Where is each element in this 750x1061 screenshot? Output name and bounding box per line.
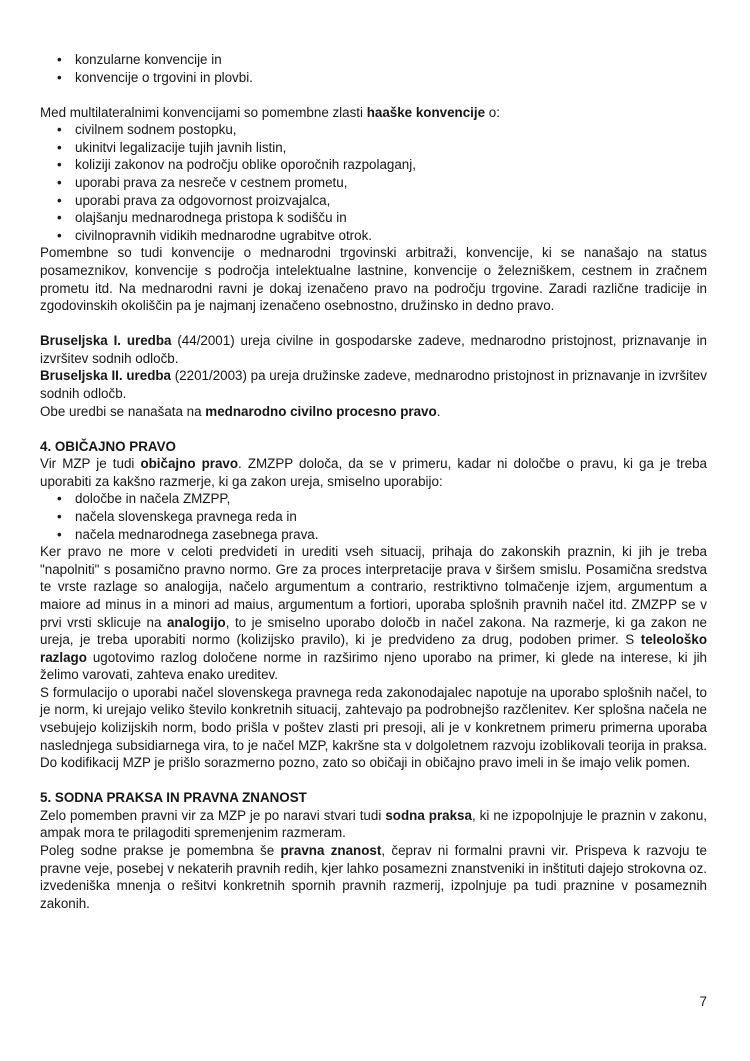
bold-text-run: Bruseljska II. uredba — [40, 368, 171, 384]
text-run: Med multilateralnimi konvencijami so pomembne zlasti — [40, 104, 367, 120]
text-run: Obe uredbi se nanašata na — [40, 403, 206, 419]
bullet-text — [75, 52, 222, 67]
paragraph — [40, 332, 707, 367]
bullet-item — [40, 69, 707, 87]
bullet-item — [40, 156, 707, 174]
text-run: (2201/2003) pa ureja družinske zadeve, mednarodno pristojnost in priznavanje in izvršitev sodnih odločb. — [40, 368, 707, 401]
paragraph — [40, 403, 707, 421]
text-run: , ki ne izpopolnjuje le praznin v zakonu, ampak mora te prilagoditi spremenjenim razmeram. — [40, 807, 707, 841]
bold-text-run: teleološko razlago — [40, 632, 707, 665]
blank-line — [40, 420, 707, 438]
text-run: . ZMZPP določa, da se v primeru, kadar ni določbe o pravu, ki ga je treba uporabiti za kakšno razmerje, ki ga zakon ureja, smiselno uporabijo: — [40, 456, 707, 489]
bullet-text — [75, 509, 297, 524]
paragraph — [40, 684, 707, 772]
bullet-text — [75, 193, 330, 208]
paragraph — [40, 455, 707, 490]
bullet-text — [75, 70, 253, 85]
bold-text-run: pravna znanost — [280, 843, 382, 859]
bold-text-run: 5. SODNA PRAKSA IN PRAVNA ZNANOST — [40, 790, 307, 806]
text-run: , čeprav ni formalni pravni vir. Prispeva k razvoju te pravne veje, posebej v nekaterih pravnih redih, kjer lahko posamezni znanstveniki in inštituti dajejo strokovna oz. izvedeniška mnenja o rešitvi konkretnih spornih pravnih razmerij, izpolnjuje pa tudi praznine v posameznih zakonih. — [40, 843, 707, 911]
section-heading — [40, 789, 707, 807]
text-run: o: — [485, 104, 500, 120]
bullet-icon: • — [57, 175, 62, 191]
text-run: Zelo pomemben pravni vir za MZP je po naravi stvari tudi — [40, 807, 386, 823]
bullet-icon: • — [57, 52, 62, 67]
bullet-text — [75, 491, 230, 506]
bullet-list — [40, 121, 707, 244]
page-number: 7 — [699, 994, 707, 1009]
bullet-item — [40, 526, 707, 544]
paragraph — [40, 807, 707, 842]
text-run: konzularne konvencije in — [75, 52, 222, 67]
bullet-text — [75, 175, 347, 190]
bullet-text — [75, 157, 416, 172]
bullet-item — [40, 209, 707, 227]
text-run: načela mednarodnega zasebnega prava. — [75, 526, 319, 542]
bullet-list — [40, 490, 707, 543]
bullet-item — [40, 174, 707, 192]
text-run: S formulacijo o uporabi načel slovenskega pravnega reda zakonodajalec napotuje na uporabo splošnih načel, to je norm, ki urejajo veliko število konkretnih situacij, zahtevajo pa podrobnejšo razčlenitev. Ker splošna načela ne vsebujejo kolizijskih norm, bodo prišla v poštev zlasti pri presoji, ali je v konkretnem primeru primerna uporaba naslednjega subsidiarnega vira, to je načel MZP, kakršne sta v dolgoletnem razvoju izoblikovali teorija in praksa. Do kodifikacij MZP je prišlo sorazmerno pozno, zato so običaji in običajno pravo imeli in še imajo velik pomen. — [40, 684, 707, 771]
bullet-icon: • — [57, 526, 62, 542]
text-run: uporabi prava za odgovornost proizvajalca, — [75, 192, 331, 208]
text-run: Pomembne so tudi konvencije o mednarodni trgovinski arbitraži, konvencije, ki se nanašajo na status posameznikov, konvencije s področja intelektualne lastnine, konvencije o železniškem, cestnem in zračnem prometu itd. Na mednarodni ravni je dokaj izenačeno pravo na področju trgovine. Zaradi različne tradicije in zgodovinskih okoliščin pa je najmanj izenačeno osebnostno, družinsko in dedno pravo. — [40, 245, 707, 314]
paragraph — [40, 543, 707, 684]
bullet-icon: • — [57, 491, 62, 507]
blank-line — [40, 315, 707, 333]
bullet-text — [75, 122, 237, 137]
bullet-list — [40, 51, 707, 86]
bullet-item — [40, 490, 707, 508]
bullet-icon: • — [57, 69, 62, 85]
bullet-item — [40, 508, 707, 526]
text-run: Ker pravo ne more v celoti predvideti in urediti vseh situacij, prihaja do zakonskih praznin, ki jih je treba "napolniti" s posamično pravno normo. Gre za proces interpretacije prava v širšem smislu. Posamična sredstva te vrste razlage so analogija, načelo argumentum a contrario, restriktivno tolmačenje izjem, argumentum a maiore ad minus in a minori ad maius, argumentum a fortiori, uporaba splošnih pravnih načel itd. ZMZPP se v prvi vrsti sklicuje na — [40, 544, 707, 630]
text-run: uporabi prava za nesreče v cestnem prometu, — [75, 175, 348, 191]
bullet-text — [75, 210, 347, 225]
text-run: načela slovenskega pravnega reda in — [75, 509, 297, 525]
text-run: civilnopravnih vidikih mednarodne ugrabitve otrok. — [75, 227, 372, 243]
text-run: olajšanju mednarodnega pristopa k sodišču in — [75, 210, 347, 226]
text-run: civilnem sodnem postopku, — [75, 122, 237, 138]
bullet-item — [40, 227, 707, 245]
blank-line — [40, 86, 707, 104]
text-run: (44/2001) ureja civilne in gospodarske zadeve, mednarodno pristojnost, priznavanje in izvršitev sodnih odločb. — [40, 333, 708, 366]
bold-text-run: sodna praksa — [385, 807, 472, 823]
bullet-item — [40, 192, 707, 210]
paragraph — [40, 104, 707, 122]
bullet-item — [40, 51, 707, 69]
text-run: konvencije o trgovini in plovbi. — [75, 69, 253, 85]
bullet-text — [75, 228, 372, 243]
bullet-icon: • — [57, 139, 62, 155]
bold-text-run: Bruseljska I. uredba — [40, 333, 172, 349]
bold-text-run: 4. OBIČAJNO PRAVO — [40, 438, 176, 454]
bullet-icon: • — [57, 509, 62, 525]
bold-text-run: običajno pravo — [140, 456, 239, 472]
bullet-icon: • — [57, 122, 62, 138]
bullet-icon: • — [57, 227, 62, 243]
bullet-text — [75, 527, 318, 542]
document-content — [40, 51, 707, 912]
bold-text-run: haaške konvencije — [366, 104, 486, 120]
bullet-icon: • — [57, 192, 62, 208]
section-heading — [40, 438, 707, 456]
paragraph — [40, 244, 707, 314]
blank-line — [40, 772, 707, 790]
text-run: , to je smiselno uporabo določb in načel zakona. Na razmerje, ki ga zakon ne ureja, je treba uporabiti normo (kolizijsko pravilo), ki je predvideno za drug, podoben primer. S — [40, 614, 707, 648]
bold-text-run: analogijo — [166, 614, 226, 630]
text-run: koliziji zakonov na področju oblike oporočnih razpolaganj, — [75, 157, 416, 173]
bullet-icon: • — [57, 157, 62, 173]
text-run: določbe in načela ZMZPP, — [75, 491, 231, 507]
paragraph — [40, 842, 707, 912]
text-run: . — [436, 403, 441, 419]
bullet-item — [40, 139, 707, 157]
paragraph — [40, 367, 707, 402]
text-run: ugotovimo razlog določene norme in razširimo njeno uporabo na primer, ki glede na interese, ki jih želimo varovati, zahteva enako ureditev. — [40, 649, 707, 683]
bullet-item — [40, 121, 707, 139]
text-run: Poleg sodne prakse je pomembna še — [40, 843, 281, 859]
bullet-text — [75, 140, 286, 155]
text-run: ukinitvi legalizacije tujih javnih listin, — [75, 139, 287, 155]
text-run: Vir MZP je tudi — [40, 456, 141, 472]
bold-text-run: mednarodno civilno procesno pravo — [205, 403, 437, 419]
bullet-icon: • — [57, 210, 62, 226]
